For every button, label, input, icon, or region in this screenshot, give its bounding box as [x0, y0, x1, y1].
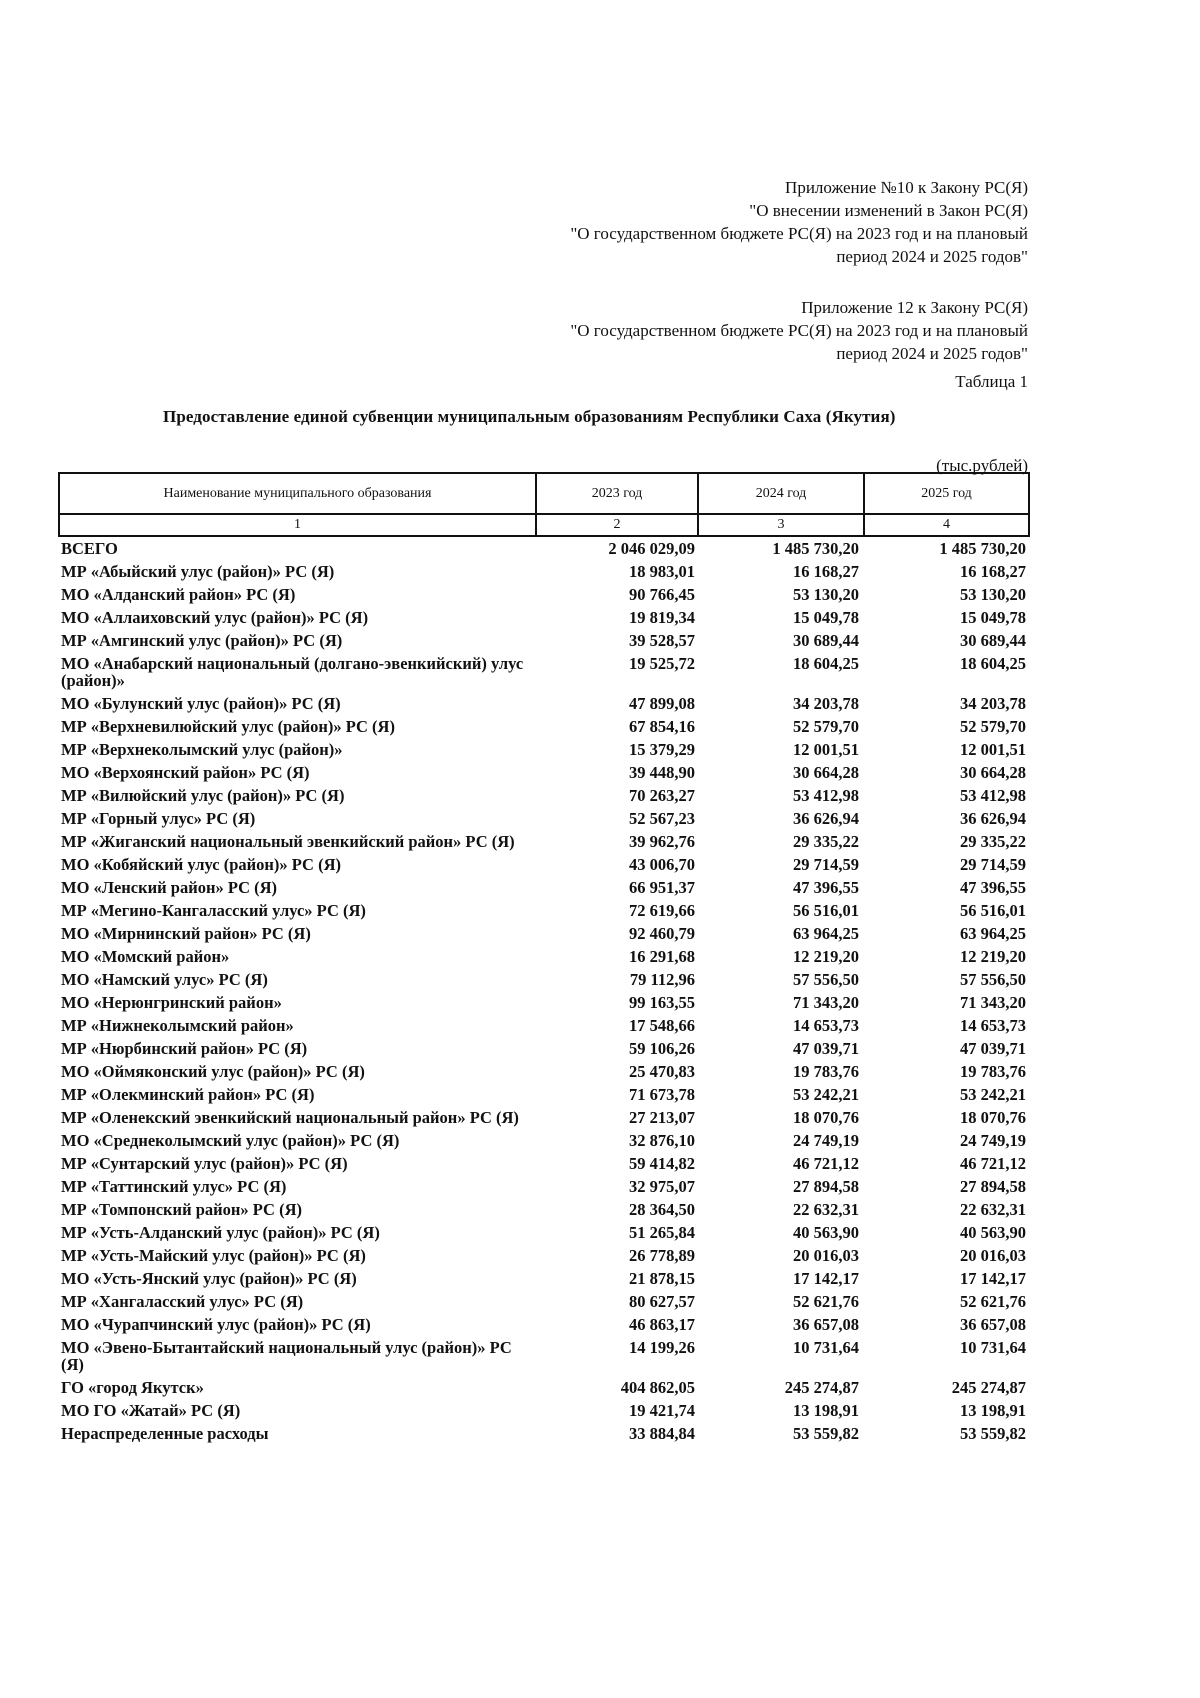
column-header-name: Наименование муниципального образования — [59, 473, 536, 514]
table-header-row — [59, 473, 1029, 514]
value-2024-cell: 17 142,17 — [793, 1269, 859, 1288]
value-2023-cell: 39 448,90 — [629, 763, 695, 782]
annex-10-line: "О внесении изменений в Закон РС(Я) — [749, 201, 1028, 220]
table-row — [59, 560, 1029, 583]
value-2023-cell: 19 525,72 — [629, 654, 695, 673]
row-name-cell: МР «Томпонский район» РС (Я) — [61, 1200, 302, 1219]
value-2024-cell: 53 242,21 — [793, 1085, 859, 1104]
table-row — [59, 715, 1029, 738]
row-name-cell: МО «Среднеколымский улус (район)» РС (Я) — [61, 1131, 400, 1150]
value-2024-cell: 63 964,25 — [793, 924, 859, 943]
value-2023-cell: 92 460,79 — [629, 924, 695, 943]
value-2024-cell: 1 485 730,20 — [772, 539, 859, 558]
row-name-cell: Нераспределенные расходы — [61, 1424, 269, 1443]
table-row — [59, 899, 1029, 922]
table-row — [59, 692, 1029, 715]
value-2023-cell: 404 862,05 — [620, 1378, 695, 1397]
column-number-row — [59, 514, 1029, 536]
annex-10-line: период 2024 и 2025 годов" — [836, 247, 1028, 266]
value-2023-cell: 17 548,66 — [629, 1016, 695, 1035]
annex-12-line: период 2024 и 2025 годов" — [836, 344, 1028, 363]
table-row — [59, 1060, 1029, 1083]
value-2023-cell: 2 046 029,09 — [608, 539, 695, 558]
value-2024-cell: 47 396,55 — [793, 878, 859, 897]
value-2025-cell: 1 485 730,20 — [939, 539, 1026, 558]
table-row — [59, 945, 1029, 968]
value-2023-cell: 47 899,08 — [629, 694, 695, 713]
value-2023-cell: 39 528,57 — [629, 631, 695, 650]
value-2025-cell: 30 664,28 — [960, 763, 1026, 782]
annex-10-header — [570, 176, 1028, 268]
value-2025-cell: 53 412,98 — [960, 786, 1026, 805]
value-2023-cell: 25 470,83 — [629, 1062, 695, 1081]
row-name-cell: МО «Эвено-Бытантайский национальный улус (район)» РС (Я) — [61, 1338, 512, 1374]
value-2023-cell: 59 414,82 — [629, 1154, 695, 1173]
value-2023-cell: 39 962,76 — [629, 832, 695, 851]
row-name-cell: МР «Таттинский улус» РС (Я) — [61, 1177, 287, 1196]
row-name-cell: МО «Ленский район» РС (Я) — [61, 878, 278, 897]
value-2025-cell: 57 556,50 — [960, 970, 1026, 989]
value-2024-cell: 29 335,22 — [793, 832, 859, 851]
table-body — [59, 536, 1029, 1445]
table-row — [59, 583, 1029, 606]
row-name-cell: ГО «город Якутск» — [61, 1378, 204, 1397]
value-2024-cell: 47 039,71 — [793, 1039, 859, 1058]
value-2024-cell: 40 563,90 — [793, 1223, 859, 1242]
value-2025-cell: 47 396,55 — [960, 878, 1026, 897]
row-name-cell: МР «Вилюйский улус (район)» РС (Я) — [61, 786, 345, 805]
value-2025-cell: 47 039,71 — [960, 1039, 1026, 1058]
annex-12-header — [570, 296, 1028, 365]
annex-10-line: Приложение №10 к Закону РС(Я) — [785, 178, 1028, 197]
row-name-cell: МР «Амгинский улус (район)» РС (Я) — [61, 631, 343, 650]
value-2024-cell: 14 653,73 — [793, 1016, 859, 1035]
value-2023-cell: 52 567,23 — [629, 809, 695, 828]
table-row — [59, 1037, 1029, 1060]
row-name-cell: МО «Булунский улус (район)» РС (Я) — [61, 694, 341, 713]
value-2024-cell: 16 168,27 — [793, 562, 859, 581]
value-2025-cell: 16 168,27 — [960, 562, 1026, 581]
value-2023-cell: 18 983,01 — [629, 562, 695, 581]
column-header-2023: 2023 год — [536, 473, 698, 514]
value-2023-cell: 14 199,26 — [629, 1338, 695, 1357]
table-row — [59, 1198, 1029, 1221]
value-2024-cell: 30 664,28 — [793, 763, 859, 782]
value-2024-cell: 18 604,25 — [793, 654, 859, 673]
column-number: 3 — [698, 514, 864, 536]
row-name-cell: МР «Усть-Майский улус (район)» РС (Я) — [61, 1246, 366, 1265]
column-number: 1 — [59, 514, 536, 536]
value-2023-cell: 16 291,68 — [629, 947, 695, 966]
value-2025-cell: 40 563,90 — [960, 1223, 1026, 1242]
table-row — [59, 761, 1029, 784]
value-2025-cell: 30 689,44 — [960, 631, 1026, 650]
table-row — [59, 1336, 1029, 1376]
value-2024-cell: 13 198,91 — [793, 1401, 859, 1420]
table-row — [59, 807, 1029, 830]
value-2024-cell: 52 621,76 — [793, 1292, 859, 1311]
row-name-cell: МО «Нерюнгринский район» — [61, 993, 282, 1012]
value-2023-cell: 79 112,96 — [629, 970, 695, 989]
value-2023-cell: 71 673,78 — [629, 1085, 695, 1104]
value-2025-cell: 19 783,76 — [960, 1062, 1026, 1081]
annex-12-line: Приложение 12 к Закону РС(Я) — [801, 298, 1028, 317]
table-row — [59, 1129, 1029, 1152]
annex-10-line: "О государственном бюджете РС(Я) на 2023 год и на плановый — [570, 224, 1028, 243]
value-2023-cell: 21 878,15 — [629, 1269, 695, 1288]
value-2023-cell: 59 106,26 — [629, 1039, 695, 1058]
row-name-cell: МО «Алданский район» РС (Я) — [61, 585, 296, 604]
row-name-cell: МР «Хангаласский улус» РС (Я) — [61, 1292, 304, 1311]
value-2025-cell: 14 653,73 — [960, 1016, 1026, 1035]
row-name-cell: МО «Верхоянский район» РС (Я) — [61, 763, 310, 782]
value-2025-cell: 53 130,20 — [960, 585, 1026, 604]
value-2023-cell: 66 951,37 — [629, 878, 695, 897]
value-2024-cell: 245 274,87 — [784, 1378, 859, 1397]
value-2024-cell: 52 579,70 — [793, 717, 859, 736]
row-name-cell: МО «Чурапчинский улус (район)» РС (Я) — [61, 1315, 371, 1334]
row-name-cell: МО ГО «Жатай» РС (Я) — [61, 1401, 241, 1420]
table-row — [59, 652, 1029, 692]
value-2023-cell: 28 364,50 — [629, 1200, 695, 1219]
column-number: 2 — [536, 514, 698, 536]
table-label: Таблица 1 — [955, 372, 1028, 391]
value-2023-cell: 43 006,70 — [629, 855, 695, 874]
value-2023-cell: 72 619,66 — [629, 901, 695, 920]
value-2025-cell: 71 343,20 — [960, 993, 1026, 1012]
value-2025-cell: 34 203,78 — [960, 694, 1026, 713]
value-2023-cell: 19 421,74 — [629, 1401, 695, 1420]
table-row — [59, 968, 1029, 991]
table-row — [59, 1152, 1029, 1175]
document-title: Предоставление единой субвенции муниципальным образованиям Республики Саха (Якутия) — [163, 407, 896, 426]
units-label: (тыс.рублей) — [936, 456, 1028, 475]
value-2023-cell: 70 263,27 — [629, 786, 695, 805]
value-2023-cell: 15 379,29 — [629, 740, 695, 759]
value-2024-cell: 27 894,58 — [793, 1177, 859, 1196]
value-2024-cell: 10 731,64 — [793, 1338, 859, 1357]
value-2023-cell: 32 975,07 — [629, 1177, 695, 1196]
value-2025-cell: 63 964,25 — [960, 924, 1026, 943]
value-2023-cell: 51 265,84 — [629, 1223, 695, 1242]
row-name-cell: МО «Оймяконский улус (район)» РС (Я) — [61, 1062, 365, 1081]
row-name-cell: МР «Жиганский национальный эвенкийский район» РС (Я) — [61, 832, 515, 851]
table-row — [59, 1221, 1029, 1244]
table-row — [59, 1244, 1029, 1267]
value-2025-cell: 53 559,82 — [960, 1424, 1026, 1443]
value-2025-cell: 52 579,70 — [960, 717, 1026, 736]
value-2025-cell: 20 016,03 — [960, 1246, 1026, 1265]
row-name-cell: МР «Абыйский улус (район)» РС (Я) — [61, 562, 335, 581]
row-name-cell: МР «Сунтарский улус (район)» РС (Я) — [61, 1154, 348, 1173]
row-name-cell: МО «Усть-Янский улус (район)» РС (Я) — [61, 1269, 357, 1288]
column-header-2025: 2025 год — [864, 473, 1029, 514]
value-2024-cell: 18 070,76 — [793, 1108, 859, 1127]
value-2024-cell: 71 343,20 — [793, 993, 859, 1012]
row-name-cell: МР «Усть-Алданский улус (район)» РС (Я) — [61, 1223, 380, 1242]
table-row — [59, 1376, 1029, 1399]
value-2024-cell: 29 714,59 — [793, 855, 859, 874]
value-2023-cell: 90 766,45 — [629, 585, 695, 604]
value-2023-cell: 80 627,57 — [629, 1292, 695, 1311]
value-2024-cell: 36 626,94 — [793, 809, 859, 828]
value-2025-cell: 46 721,12 — [960, 1154, 1026, 1173]
value-2025-cell: 56 516,01 — [960, 901, 1026, 920]
value-2024-cell: 46 721,12 — [793, 1154, 859, 1173]
value-2024-cell: 36 657,08 — [793, 1315, 859, 1334]
value-2024-cell: 30 689,44 — [793, 631, 859, 650]
row-name-cell: МР «Оленекский эвенкийский национальный район» РС (Я) — [61, 1108, 519, 1127]
value-2025-cell: 22 632,31 — [960, 1200, 1026, 1219]
column-number: 4 — [864, 514, 1029, 536]
value-2025-cell: 13 198,91 — [960, 1401, 1026, 1420]
row-name-cell: МО «Момский район» — [61, 947, 230, 966]
value-2025-cell: 12 001,51 — [960, 740, 1026, 759]
row-name-cell: ВСЕГО — [61, 539, 118, 558]
value-2024-cell: 19 783,76 — [793, 1062, 859, 1081]
row-name-cell: МР «Верхнеколымский улус (район)» — [61, 740, 343, 759]
value-2023-cell: 67 854,16 — [629, 717, 695, 736]
value-2024-cell: 24 749,19 — [793, 1131, 859, 1150]
value-2025-cell: 27 894,58 — [960, 1177, 1026, 1196]
value-2025-cell: 12 219,20 — [960, 947, 1026, 966]
value-2023-cell: 26 778,89 — [629, 1246, 695, 1265]
value-2023-cell: 27 213,07 — [629, 1108, 695, 1127]
table-row — [59, 853, 1029, 876]
row-name-cell: МР «Мегино-Кангаласский улус» РС (Я) — [61, 901, 366, 920]
value-2024-cell: 12 001,51 — [793, 740, 859, 759]
value-2025-cell: 36 626,94 — [960, 809, 1026, 828]
value-2024-cell: 57 556,50 — [793, 970, 859, 989]
row-name-cell: МР «Нижнеколымский район» — [61, 1016, 294, 1035]
value-2024-cell: 53 559,82 — [793, 1424, 859, 1443]
table-row — [59, 1399, 1029, 1422]
row-name-cell: МО «Намский улус» РС (Я) — [61, 970, 268, 989]
table-row — [59, 536, 1029, 560]
value-2025-cell: 15 049,78 — [960, 608, 1026, 627]
table-row — [59, 1014, 1029, 1037]
value-2024-cell: 22 632,31 — [793, 1200, 859, 1219]
row-name-cell: МО «Мирнинский район» РС (Я) — [61, 924, 311, 943]
table-row — [59, 991, 1029, 1014]
table-row — [59, 606, 1029, 629]
table-row — [59, 738, 1029, 761]
subvention-table — [58, 472, 1030, 1445]
value-2025-cell: 36 657,08 — [960, 1315, 1026, 1334]
value-2025-cell: 29 714,59 — [960, 855, 1026, 874]
value-2025-cell: 53 242,21 — [960, 1085, 1026, 1104]
value-2025-cell: 18 604,25 — [960, 654, 1026, 673]
table-row — [59, 876, 1029, 899]
table-row — [59, 1083, 1029, 1106]
table-row — [59, 1175, 1029, 1198]
table-row — [59, 922, 1029, 945]
value-2025-cell: 18 070,76 — [960, 1108, 1026, 1127]
value-2025-cell: 17 142,17 — [960, 1269, 1026, 1288]
table-row — [59, 1267, 1029, 1290]
table-row — [59, 1313, 1029, 1336]
table-row — [59, 1106, 1029, 1129]
value-2024-cell: 34 203,78 — [793, 694, 859, 713]
value-2023-cell: 32 876,10 — [629, 1131, 695, 1150]
value-2025-cell: 29 335,22 — [960, 832, 1026, 851]
row-name-cell: МР «Олекминский район» РС (Я) — [61, 1085, 315, 1104]
column-header-2024: 2024 год — [698, 473, 864, 514]
row-name-cell: МО «Кобяйский улус (район)» РС (Я) — [61, 855, 341, 874]
value-2024-cell: 56 516,01 — [793, 901, 859, 920]
row-name-cell: МР «Верхневилюйский улус (район)» РС (Я) — [61, 717, 395, 736]
table-row — [59, 1422, 1029, 1445]
value-2024-cell: 20 016,03 — [793, 1246, 859, 1265]
row-name-cell: МР «Нюрбинский район» РС (Я) — [61, 1039, 308, 1058]
row-name-cell: МР «Горный улус» РС (Я) — [61, 809, 256, 828]
row-name-cell: МО «Аллаиховский улус (район)» РС (Я) — [61, 608, 369, 627]
table-row — [59, 784, 1029, 807]
row-name-cell: МО «Анабарский национальный (долгано-эвенкийский) улус (район)» — [61, 654, 524, 690]
value-2025-cell: 245 274,87 — [951, 1378, 1026, 1397]
table-row — [59, 1290, 1029, 1313]
value-2024-cell: 15 049,78 — [793, 608, 859, 627]
value-2024-cell: 53 130,20 — [793, 585, 859, 604]
value-2023-cell: 33 884,84 — [629, 1424, 695, 1443]
value-2023-cell: 19 819,34 — [629, 608, 695, 627]
value-2025-cell: 10 731,64 — [960, 1338, 1026, 1357]
value-2023-cell: 46 863,17 — [629, 1315, 695, 1334]
table-row — [59, 830, 1029, 853]
value-2024-cell: 12 219,20 — [793, 947, 859, 966]
value-2025-cell: 24 749,19 — [960, 1131, 1026, 1150]
annex-12-line: "О государственном бюджете РС(Я) на 2023 год и на плановый — [570, 321, 1028, 340]
value-2023-cell: 99 163,55 — [629, 993, 695, 1012]
value-2025-cell: 52 621,76 — [960, 1292, 1026, 1311]
value-2024-cell: 53 412,98 — [793, 786, 859, 805]
table-row — [59, 629, 1029, 652]
